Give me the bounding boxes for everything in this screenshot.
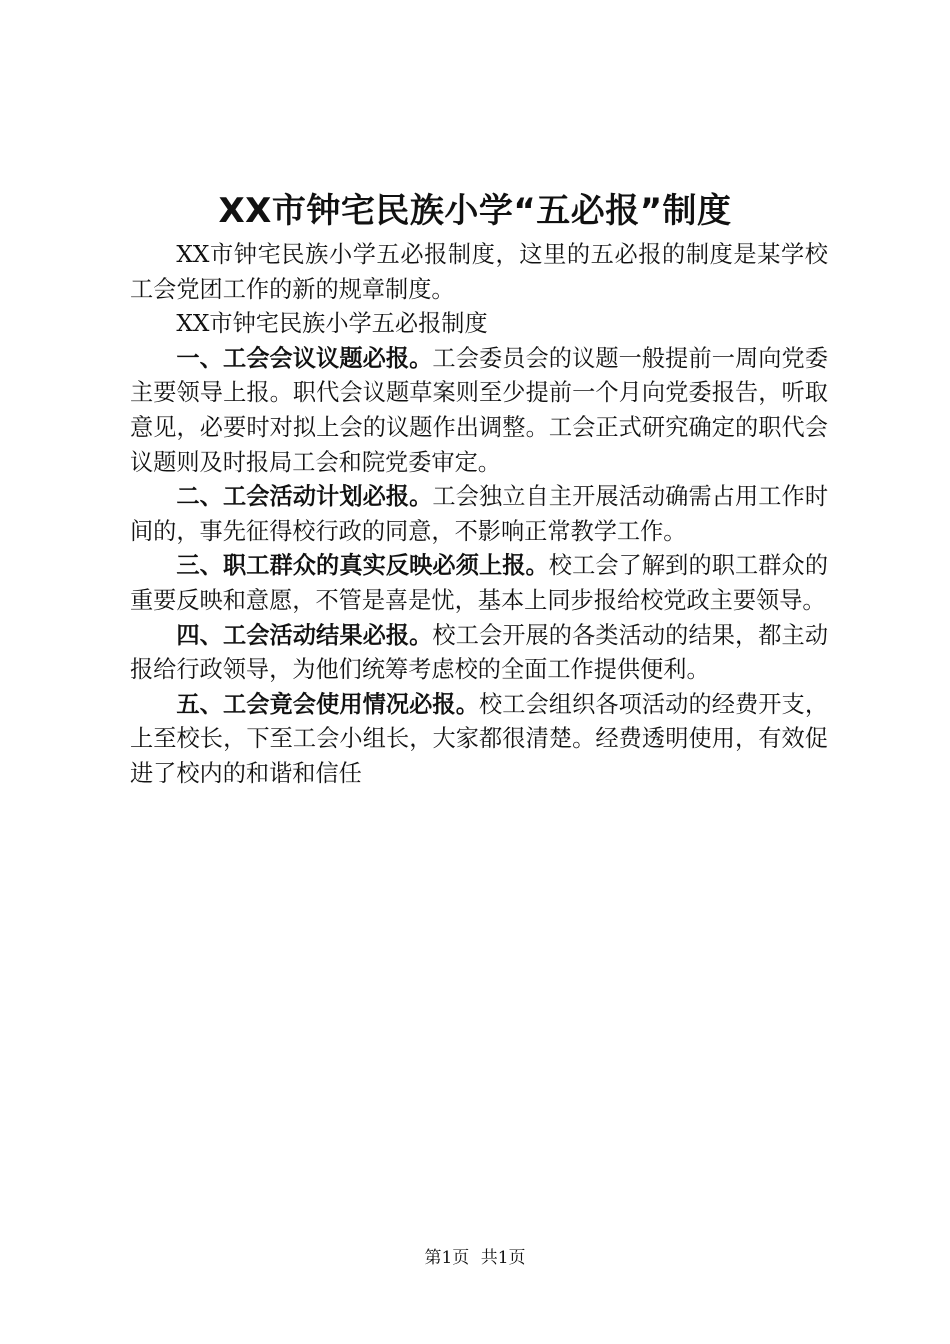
item-heading: 五、工会竟会使用情况必报。 [176, 690, 479, 718]
item-heading: 四、工会活动结果必报。 [176, 621, 433, 649]
item-text: 校工会了解到的职工群众的重要反映和意愿，不管是喜是忧，基本上同步报给校党政主要领导。 [130, 552, 829, 614]
page-footer [0, 1243, 950, 1268]
item-paragraph-4 [130, 619, 828, 688]
item-text: 校工会组织各项活动的经费开支，上至校长，下至工会小组长，大家都很清楚。经费透明使用，有效促进了校内的和谐和信任 [130, 690, 829, 787]
item-text: 校工会开展的各类活动的结果，都主动报给行政领导，为他们统筹考虑校的全面工作提供便利。 [130, 621, 829, 684]
item-paragraph-3 [130, 549, 828, 618]
item-heading: 三、职工群众的真实反映必须上报。 [176, 552, 549, 580]
intro-paragraph: XX市钟宅民族小学五必报制度，这里的五必报的制度是某学校工会党团工作的新的规章制度。 [130, 241, 828, 303]
item-text: 工会委员会的议题一般提前一周向党委主要领导上报。职代会议题草案则至少提前一个月向党委报告，听取意见，必要时对拟上会的议题作出调整。工会正式研究确定的职代会议题则及时报局工会和院党委审定。 [130, 344, 829, 476]
document-title: XX市钟宅民族小学“五必报”制度 [218, 191, 732, 231]
item-paragraph-1 [130, 342, 828, 480]
item-paragraph-5 [130, 688, 828, 792]
item-heading: 一、工会会议议题必报。 [176, 344, 433, 372]
document-body [130, 238, 828, 792]
page-number: 第1页 [424, 1248, 470, 1268]
item-heading: 二、工会活动计划必报。 [176, 483, 433, 511]
item-paragraph-2 [130, 480, 828, 549]
item-text: 工会独立自主开展活动确需占用工作时间的，事先征得校行政的同意，不影响正常教学工作。 [130, 483, 829, 545]
page-total: 共1页 [480, 1248, 526, 1268]
subtitle-paragraph: XX市钟宅民族小学五必报制度 [176, 310, 488, 338]
